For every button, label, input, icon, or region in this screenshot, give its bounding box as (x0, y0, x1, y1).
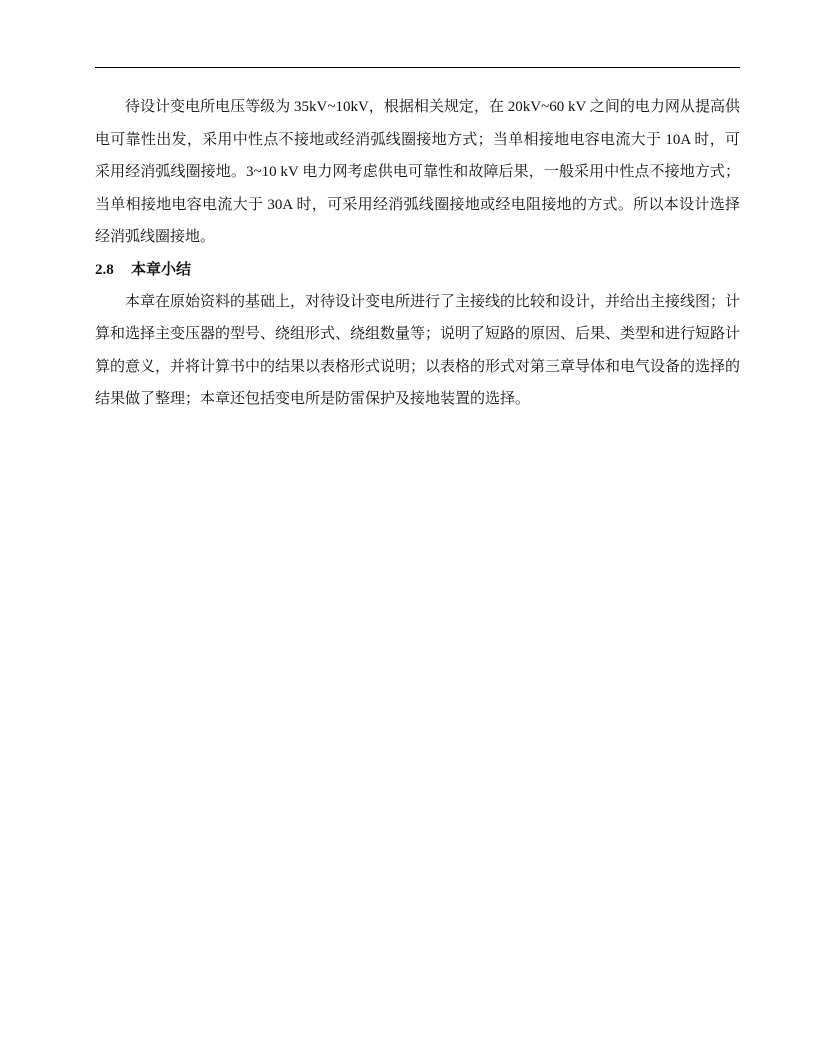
section-title: 本章小结 (131, 260, 192, 278)
section-heading (95, 254, 740, 286)
summary-paragraph: 本章在原始资料的基础上，对待设计变电所进行了主接线的比较和设计，并给出主接线图；计算和选择主变压器的型号、绕组形式、绕组数量等；说明了短路的原因、后果、类型和进行短路计算的意义，并将计算书中的结果以表格形式说明；以表格的形式对第三章导体和电气设备的选择的结果做了整理；本章还包括变电所是防雷保护及接地装置的选择。 (95, 293, 741, 407)
grounding-paragraph: 待设计变电所电压等级为 35kV~10kV，根据相关规定，在 20kV~60 kV 之间的电力网从提高供电可靠性出发，采用中性点不接地或经消弧线圈接地方式；当单相接地电容电流大于 10A 时，可采用经消弧线圈接地。3~10 kV 电力网考虑供电可靠性和故障后果，一般采用中性点不接地方式； 当单相接地电容电流大于 30A 时，可采用经消弧线圈接地或经电阻接地的方式。所以本设计选择经消弧线圈接地。 (95, 99, 740, 245)
page-content (95, 91, 740, 416)
section-number: 2.8 (95, 261, 114, 278)
header-rule (95, 67, 740, 68)
